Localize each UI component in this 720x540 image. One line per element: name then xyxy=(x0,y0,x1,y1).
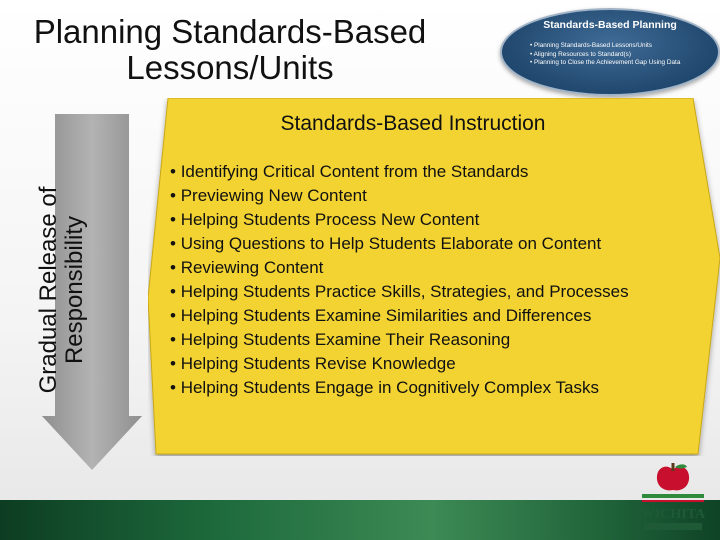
apple-icon xyxy=(657,463,689,490)
list-item: • Helping Students Examine Their Reasoning xyxy=(170,328,710,352)
slide-title-line2: Lessons/Units xyxy=(126,49,334,86)
list-item: • Helping Students Process New Content xyxy=(170,208,710,232)
badge-list-item: • Aligning Resources to Standard(s) xyxy=(530,51,680,60)
list-item: • Reviewing Content xyxy=(170,256,710,280)
standards-based-planning-badge xyxy=(500,8,720,96)
list-item: • Helping Students Revise Knowledge xyxy=(170,352,710,376)
arrow-label-line2: Responsibility xyxy=(61,215,88,365)
list-item: • Identifying Critical Content from the Standards xyxy=(170,160,710,184)
gradual-release-label xyxy=(36,125,126,455)
list-item: • Helping Students Engage in Cognitively Complex Tasks xyxy=(170,376,710,400)
badge-title: Standards-Based Planning xyxy=(543,19,677,31)
bottom-band xyxy=(0,500,720,540)
slide-title-line1: Planning Standards-Based xyxy=(33,13,427,50)
badge-list-item: • Planning to Close the Achievement Gap Using Data xyxy=(530,59,680,68)
badge-list xyxy=(530,42,680,68)
list-item: • Helping Students Examine Similarities and Differences xyxy=(170,304,710,328)
list-item: • Helping Students Practice Skills, Strategies, and Processes xyxy=(170,280,710,304)
logo-text: WICHITA xyxy=(640,507,706,522)
list-item: • Previewing New Content xyxy=(170,184,710,208)
badge-list-item: • Planning Standards-Based Lessons/Units xyxy=(530,42,680,51)
instruction-list xyxy=(170,160,710,400)
list-item: • Using Questions to Help Students Elaborate on Content xyxy=(170,232,710,256)
panel-heading: Standards-Based Instruction xyxy=(280,112,546,135)
wichita-logo xyxy=(636,462,710,536)
slide-title xyxy=(0,14,460,86)
arrow-label-line1: Gradual Release of xyxy=(35,186,62,394)
